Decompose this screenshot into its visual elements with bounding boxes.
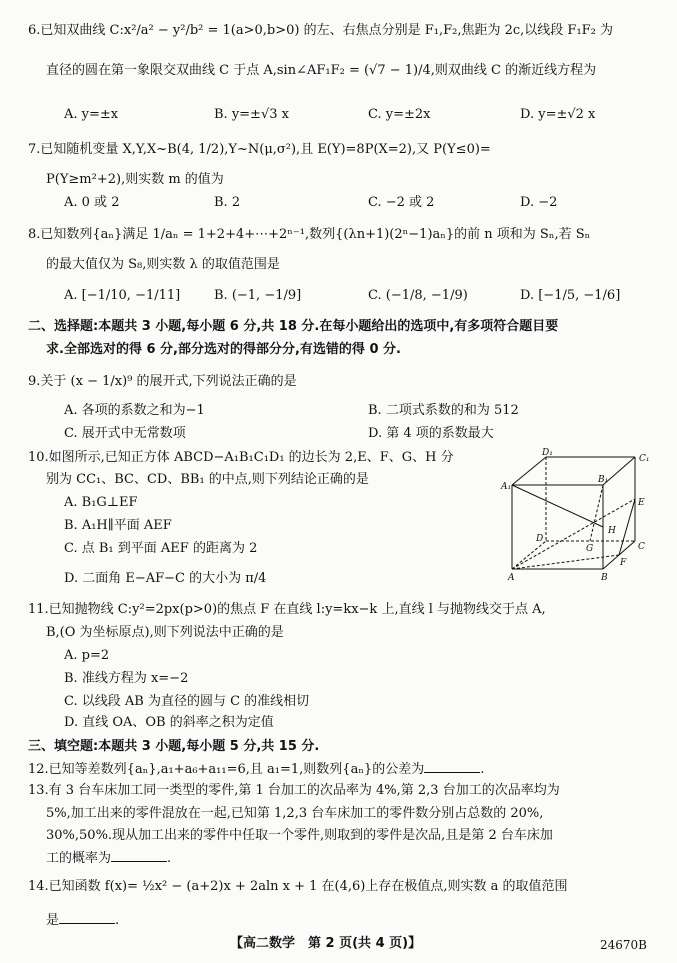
q10-stem-line2: 别为 CC₁、BC、CD、BB₁ 的中点,则下列结论正确的是 <box>46 472 369 487</box>
cube-edge <box>512 457 546 485</box>
q6-option-c: C. y=±2x <box>368 107 431 122</box>
hidden-edge <box>512 541 546 569</box>
q12-period: . <box>480 762 485 777</box>
q8-option-b: B. (−1, −1/9] <box>214 288 302 303</box>
fig-label: B <box>601 573 608 583</box>
line-e-f <box>619 499 635 555</box>
q11-option-d: D. 直线 OA、OB 的斜率之积为定值 <box>64 715 274 730</box>
fig-label: A <box>508 573 515 583</box>
q12-stem <box>28 760 484 779</box>
q13-line3: 30%,50%.现从加工出来的零件中任取一个零件,则取到的零件是次品,且是第 2 台车床加 <box>46 828 553 843</box>
q7-stem-line1: 7.已知随机变量 X,Y,X~B(4, 1/2),Y~N(μ,σ²),且 E(Y)=8P(X=2),又 P(Y≤0)= <box>28 142 491 157</box>
line-a-e <box>512 499 635 569</box>
q9-option-c: C. 展开式中无常数项 <box>64 426 186 441</box>
q14-text: 是 <box>46 913 60 928</box>
section2-heading-line1: 二、选择题:本题共 3 小题,每小题 6 分,共 18 分.在每小题给出的选项中,有多项符合题目要 <box>28 319 559 334</box>
q13-line1: 13.有 3 台车床加工同一类型的零件,第 1 台加工的次品率为 4%,第 2,3 台加工的次品率均为 <box>28 783 560 798</box>
q13-answer-blank[interactable] <box>111 849 167 862</box>
fig-label: C <box>638 542 645 552</box>
q10-option-c: C. 点 B₁ 到平面 AEF 的距离为 2 <box>64 541 258 556</box>
q14-answer-blank[interactable] <box>59 911 115 924</box>
fig-label: A₁ <box>501 482 512 492</box>
q6-option-a: A. y=±x <box>64 107 119 122</box>
q13-period: . <box>167 851 172 866</box>
q7-stem-line2: P(Y≥m²+2),则实数 m 的值为 <box>46 172 224 187</box>
q9-option-d: D. 第 4 项的系数最大 <box>368 426 494 441</box>
q14-line2 <box>46 911 119 930</box>
q11-option-c: C. 以线段 AB 为直径的圆与 C 的准线相切 <box>64 694 310 709</box>
fig-label: C₁ <box>639 454 650 464</box>
q8-stem-line2: 的最大值仅为 S₈,则实数 λ 的取值范围是 <box>46 257 280 272</box>
q12-answer-blank[interactable] <box>424 760 480 773</box>
q9-option-b: B. 二项式系数的和为 512 <box>368 403 519 418</box>
fig-label: D <box>536 534 544 544</box>
q14-line1: 14.已知函数 f(x)= ½x² − (a+2)x + 2aln x + 1 在(4,6)上存在极值点,则实数 a 的取值范围 <box>28 879 568 894</box>
q8-option-c: C. (−1/8, −1/9) <box>368 288 468 303</box>
q13-text: 工的概率为 <box>46 851 112 866</box>
fig-label: F <box>620 558 627 568</box>
q13-line4 <box>46 849 171 868</box>
q8-option-d: D. [−1/5, −1/6] <box>520 288 621 303</box>
fig-label: D₁ <box>542 448 553 458</box>
fig-label: E <box>638 498 645 508</box>
page-footer-code: 24670B <box>600 938 647 952</box>
line-b1-g <box>590 485 603 541</box>
q10-stem-line1: 10.如图所示,已知正方体 ABCD−A₁B₁C₁D₁ 的边长为 2,E、F、G、H 分 <box>28 450 454 465</box>
q7-option-b: B. 2 <box>214 195 241 210</box>
q11-stem-line2: B,(O 为坐标原点),则下列说法中正确的是 <box>46 625 284 640</box>
q11-option-a: A. p=2 <box>64 648 110 663</box>
q7-option-d: D. −2 <box>520 195 558 210</box>
q9-option-a: A. 各项的系数之和为−1 <box>64 403 205 418</box>
q6-option-b: B. y=±√3 x <box>214 107 289 122</box>
q6-option-d: D. y=±√2 x <box>520 107 596 122</box>
fig-label: H <box>608 526 616 536</box>
cube-figure <box>498 447 658 587</box>
q7-option-c: C. −2 或 2 <box>368 195 435 210</box>
fig-label: B₁ <box>598 475 609 485</box>
q8-stem-line1: 8.已知数列{aₙ}满足 1/aₙ = 1+2+4+⋯+2ⁿ⁻¹,数列{(λn+1)(2ⁿ−1)aₙ}的前 n 项和为 Sₙ,若 Sₙ <box>28 227 591 242</box>
section3-heading: 三、填空题:本题共 3 小题,每小题 5 分,共 15 分. <box>28 739 320 754</box>
page-footer-title: 【高二数学 第 2 页(共 4 页)】 <box>230 936 422 951</box>
q8-option-a: A. [−1/10, −1/11] <box>64 288 181 303</box>
q14-period: . <box>115 913 120 928</box>
q10-option-b: B. A₁H∥平面 AEF <box>64 518 172 533</box>
q11-stem-line1: 11.已知抛物线 C:y²=2px(p>0)的焦点 F 在直线 l:y=kx−k 上,直线 l 与抛物线交于点 A, <box>28 602 546 617</box>
q13-line2: 5%,加工出来的零件混放在一起,已知第 1,2,3 台车床加工的零件数分别占总数的 20%, <box>46 806 544 821</box>
q12-text: 12.已知等差数列{aₙ},a₁+a₆+a₁₁=6,且 a₁=1,则数列{aₙ}的公差为 <box>28 762 425 777</box>
line-a-h <box>512 485 603 527</box>
q10-option-a: A. B₁G⊥EF <box>64 495 138 510</box>
fig-label: G <box>586 544 594 554</box>
q6-stem-line2: 直径的圆在第一象限交双曲线 C 于点 A,sin∠AF₁F₂ = (√7 − 1)/4,则双曲线 C 的渐近线方程为 <box>46 63 597 78</box>
q9-stem: 9.关于 (x − 1/x)⁹ 的展开式,下列说法正确的是 <box>28 374 297 389</box>
q6-stem-line1: 6.已知双曲线 C:x²/a² − y²/b² = 1(a>0,b>0) 的左、右焦点分别是 F₁,F₂,焦距为 2c,以线段 F₁F₂ 为 <box>28 23 614 38</box>
q7-option-a: A. 0 或 2 <box>64 195 120 210</box>
q10-option-d: D. 二面角 E−AF−C 的大小为 π/4 <box>64 571 267 586</box>
section2-heading-line2: 求.全部选对的得 6 分,部分选对的得部分分,有选错的得 0 分. <box>46 342 401 357</box>
q11-option-b: B. 准线方程为 x=−2 <box>64 671 189 686</box>
